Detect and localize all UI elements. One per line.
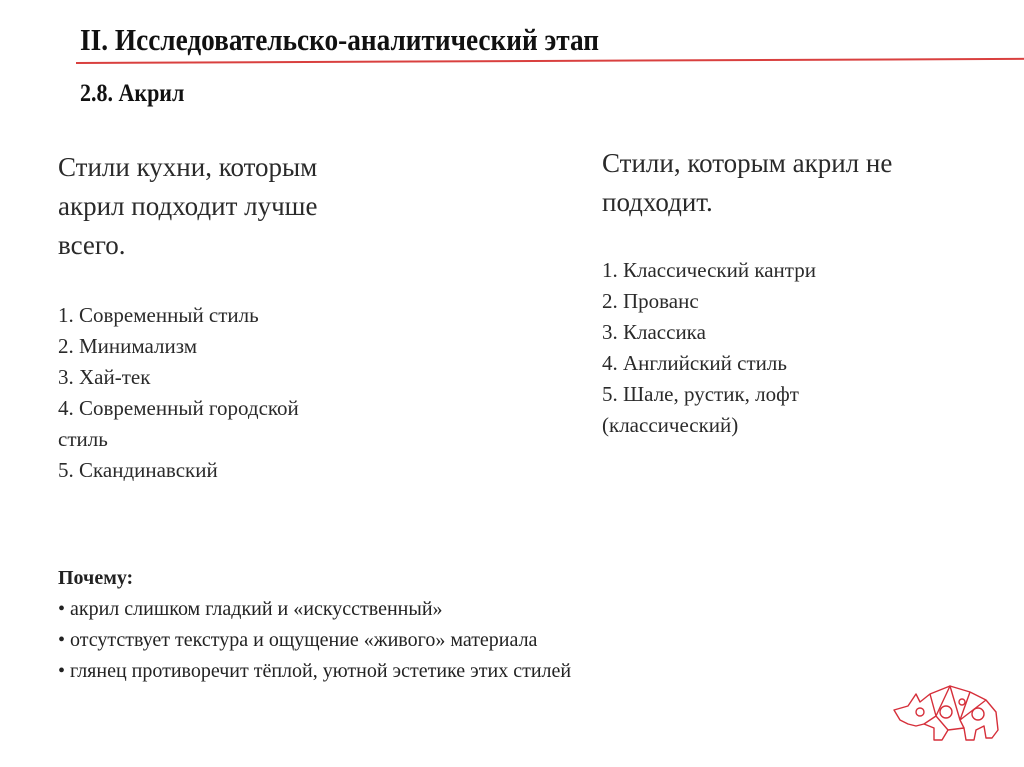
list-item: 3. Хай-тек [58,365,151,389]
reasons-label: Почему: [58,567,134,589]
heading-line: акрил подходит лучше [58,191,318,221]
heading-line: Стили, которым акрил не [602,148,893,178]
list-item: 5. Шале, рустик, лофт [602,382,799,406]
unsuitable-styles-list [602,255,816,441]
suitable-styles-heading [58,148,317,265]
suitable-styles-list [58,300,299,486]
heading-line: подходит. [602,187,713,217]
list-item: 2. Минимализм [58,334,198,358]
reason-bullet: • отсутствует текстура и ощущение «живого» материала [58,629,538,651]
heading-line: всего. [58,230,126,260]
title-divider [76,58,1024,64]
reasons-block [58,563,571,687]
list-item: 3. Классика [602,320,706,344]
section-subtitle: 2.8. Акрил [80,80,185,107]
list-item: 2. Прованс [602,289,699,313]
list-item: 1. Классический кантри [602,258,816,282]
rhino-logo-icon [890,680,1005,750]
list-item: 1. Современный стиль [58,303,259,327]
list-item: стиль [58,427,108,451]
unsuitable-styles-heading [602,144,892,222]
list-item: 4. Английский стиль [602,351,787,375]
reason-bullet: • акрил слишком гладкий и «искусственный» [58,598,443,620]
slide-title: II. Исследовательско-аналитический этап [80,22,600,57]
heading-line: Стили кухни, которым [58,152,318,182]
reason-bullet: • глянец противоречит тёплой, уютной эстетике этих стилей [58,660,572,682]
list-item: 4. Современный городской [58,396,299,420]
list-item: 5. Скандинавский [58,458,218,482]
list-item: (классический) [602,413,739,437]
